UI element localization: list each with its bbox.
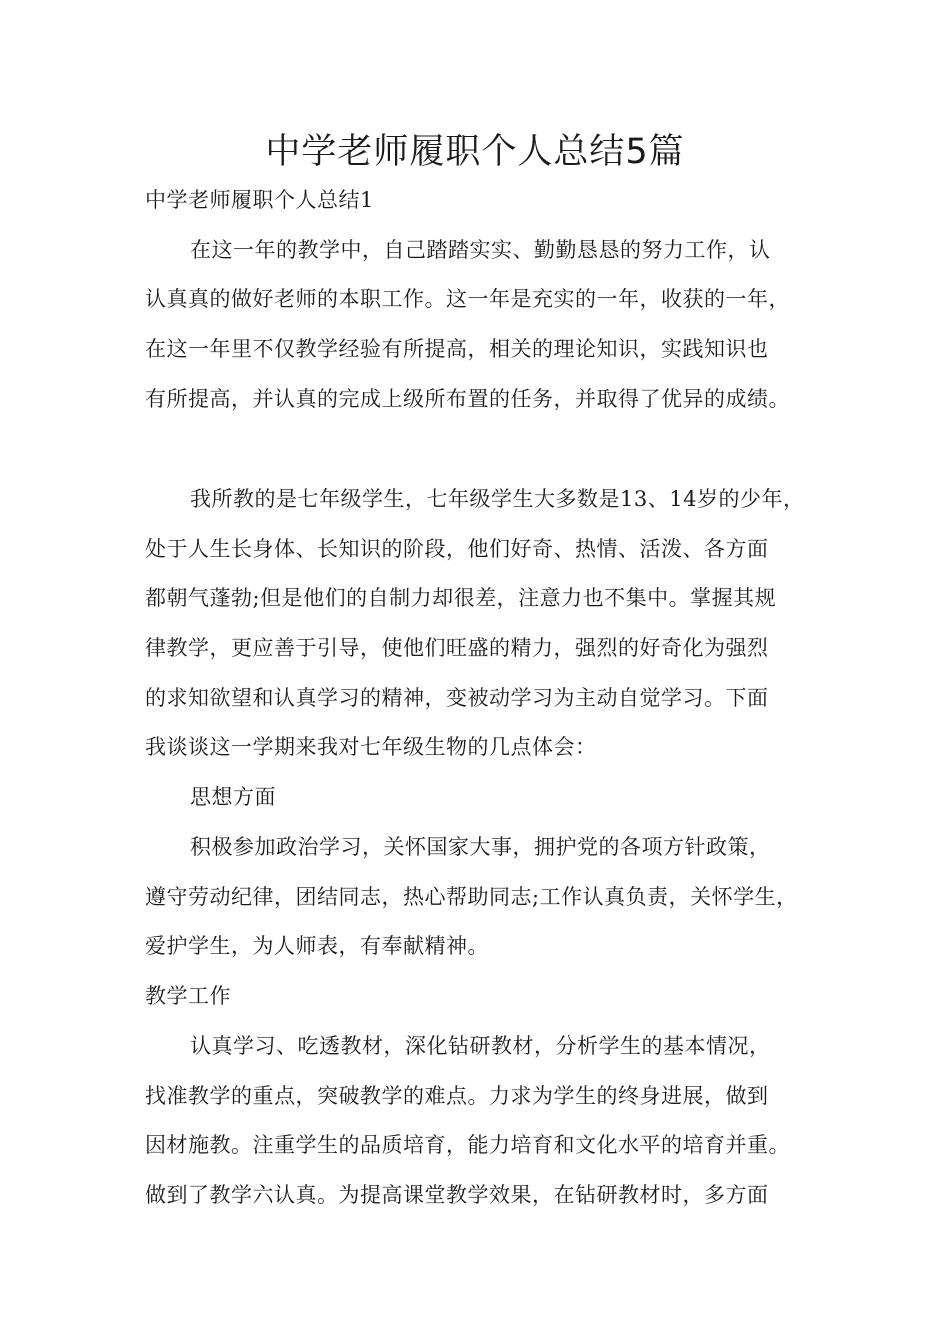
paragraph-line: 处于人生长身体、长知识的阶段，他们好奇、热情、活泼、各方面 bbox=[145, 537, 769, 561]
paragraph-line: 认真真的做好老师的本职工作。这一年是充实的一年，收获的一年， bbox=[145, 287, 790, 311]
subheading-thought: 思想方面 bbox=[190, 785, 276, 809]
paragraph-line: 积极参加政治学习，关怀国家大事，拥护党的各项方针政策， bbox=[190, 835, 771, 859]
paragraph-line: 做到了教学六认真。为提高课堂教学效果，在钻研教材时，多方面 bbox=[145, 1183, 769, 1207]
paragraph-line: 在这一年里不仅教学经验有所提高，相关的理论知识，实践知识也 bbox=[145, 337, 769, 361]
paragraph-line: 我谈谈这一学期来我对七年级生物的几点体会： bbox=[145, 735, 597, 759]
paragraph-line: 爱护学生，为人师表，有奉献精神。 bbox=[145, 934, 489, 958]
paragraph-line: 因材施教。注重学生的品质培育，能力培育和文化水平的培育并重。 bbox=[145, 1133, 790, 1157]
paragraph-line: 遵守劳动纪律，团结同志，热心帮助同志;工作认真负责，关怀学生， bbox=[145, 885, 798, 909]
document-title: 中学老师履职个人总结5篇 bbox=[265, 132, 685, 172]
paragraph-line: 认真学习、吃透教材，深化钻研教材，分析学生的基本情况， bbox=[190, 1034, 771, 1058]
paragraph-line: 的求知欲望和认真学习的精神，变被动学习为主动自觉学习。下面 bbox=[145, 686, 769, 710]
paragraph-line: 律教学，更应善于引导，使他们旺盛的精力，强烈的好奇化为强烈 bbox=[145, 636, 769, 660]
paragraph-line: 找准教学的重点，突破教学的难点。力求为学生的终身进展，做到 bbox=[145, 1084, 769, 1108]
section-heading: 中学老师履职个人总结1 bbox=[145, 188, 374, 212]
paragraph-line: 我所教的是七年级学生，七年级学生大多数是13、14岁的少年， bbox=[190, 487, 805, 511]
paragraph-line: 有所提高，并认真的完成上级所布置的任务，并取得了优异的成绩。 bbox=[145, 387, 790, 411]
paragraph-line: 都朝气蓬勃;但是他们的自制力却很差，注意力也不集中。掌握其规 bbox=[145, 586, 777, 610]
paragraph-line: 在这一年的教学中，自己踏踏实实、勤勤恳恳的努力工作，认 bbox=[190, 238, 771, 262]
subheading-teaching: 教学工作 bbox=[145, 984, 231, 1008]
